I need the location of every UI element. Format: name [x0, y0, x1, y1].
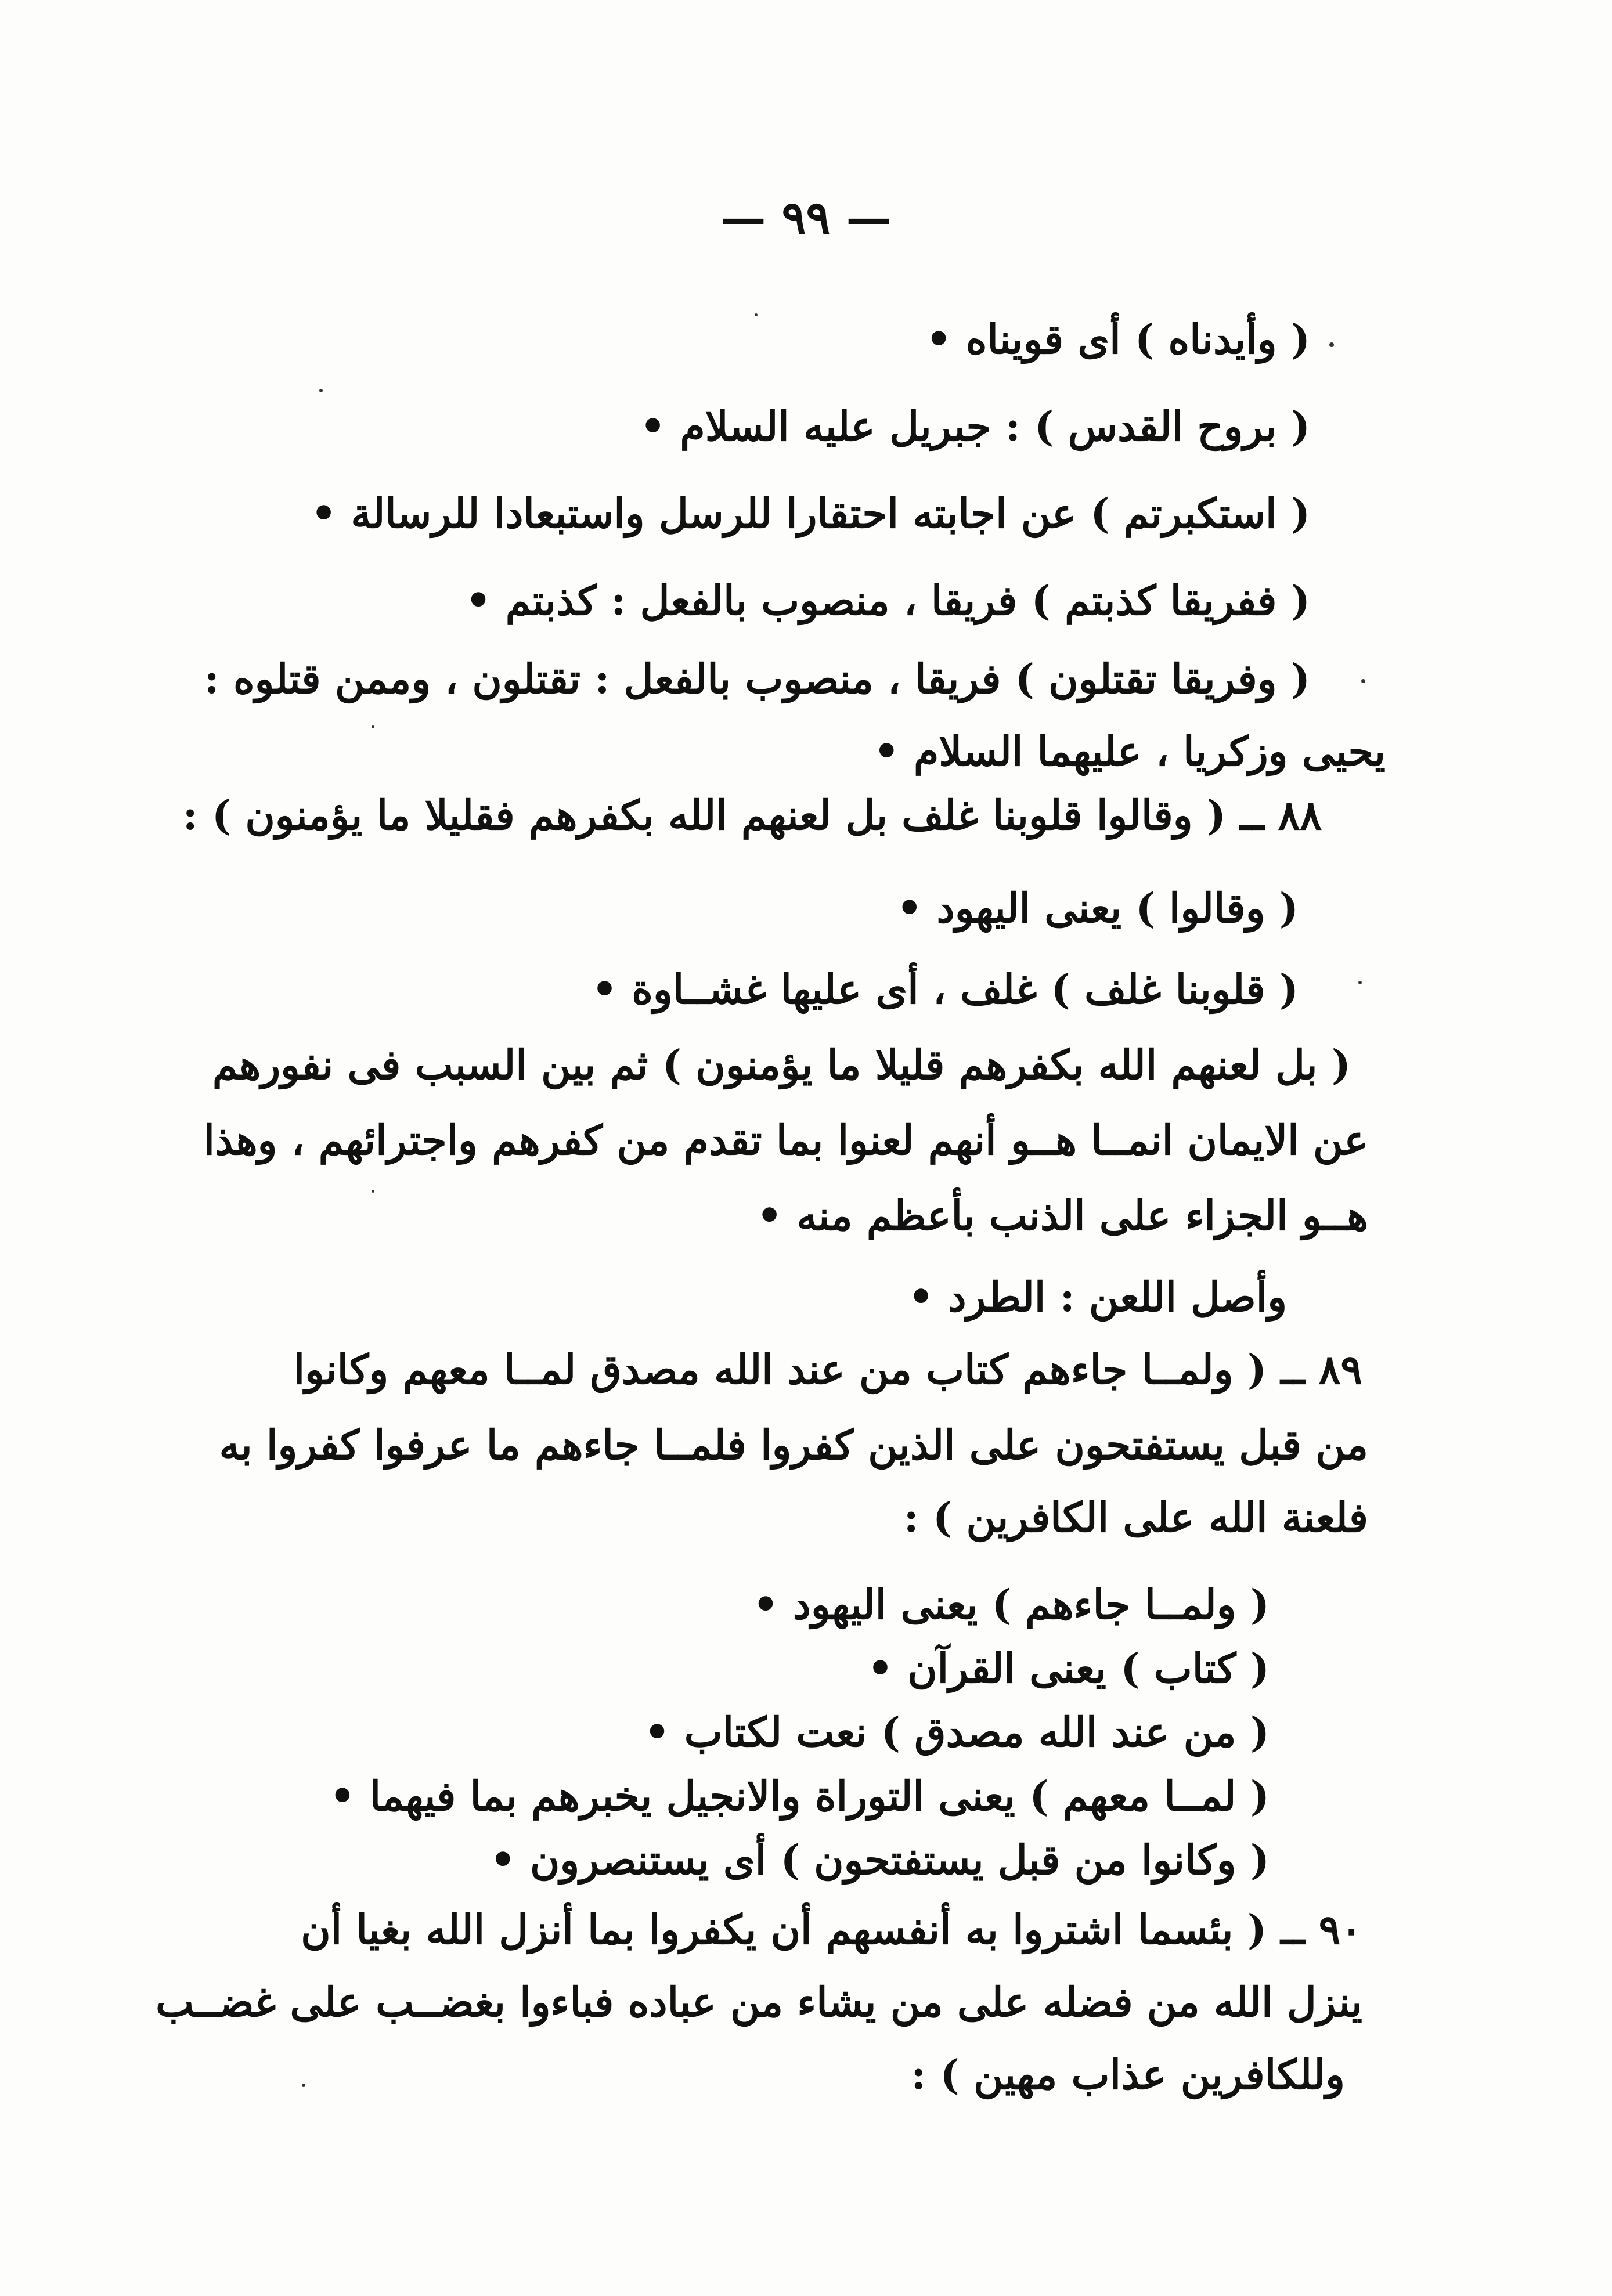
text-line justify: ( بل لعنهم الله بكفرهم قليلا ما يؤمنون ) ثم بين السبب فى نفورهم	[212, 1041, 1351, 1089]
text-line: يحيى وزكريا ، عليهما السلام •	[873, 727, 1386, 775]
text-line: ينزل الله من فضله على من يشاء من عباده فباءوا بغضــب على غضــب	[156, 1978, 1362, 2026]
scan-speck	[372, 725, 374, 728]
text-line: ( ولمــا جاءهم ) يعنى اليهود •	[752, 1580, 1270, 1629]
scan-speck	[755, 313, 758, 316]
text-line: وللكافرين عذاب مهين ) :	[911, 2050, 1345, 2099]
text-line: عن الايمان انمــا هــو أنهم لعنوا بما تقدم من كفرهم واجترائهم ، وهذا	[203, 1116, 1368, 1164]
text-line: ( لمــا معهم ) يعنى التوراة والانجيل يخبرهم بما فيهما •	[329, 1772, 1270, 1820]
scan-speck	[302, 2084, 305, 2087]
text-line: ( وفريقا تقتلون ) فريقا ، منصوب بالفعل : تقتلون ، وممن قتلوه :	[204, 655, 1310, 703]
text-line: ( بروح القدس ) : جبريل عليه السلام •	[640, 402, 1310, 450]
text-line: ( وكانوا من قبل يستفتحون ) أى يستنصرون •	[489, 1836, 1270, 1884]
text-line: ٩٠ ــ ( بئسما اشتروا به أنفسهم أن يكفروا بما أنزل الله بغيا أن	[301, 1905, 1362, 1954]
text-line: وأصل اللعن : الطرد •	[908, 1273, 1287, 1321]
scan-speck	[1361, 679, 1365, 683]
scan-speck	[372, 1190, 374, 1193]
text-line: هــو الجزاء على الذنب بأعظم منه •	[756, 1192, 1368, 1240]
scan-speck	[1358, 981, 1362, 984]
text-line: فلعنة الله على الكافرين ) :	[903, 1493, 1368, 1542]
text-line: ٨٩ ــ ( ولمــا جاءهم كتاب من عند الله مصدق لمــا معهم وكانوا	[293, 1345, 1362, 1394]
text-line: ( استكبرتم ) عن اجابته احتقارا للرسل واستبعادا للرسالة •	[311, 489, 1310, 537]
text-line: ( وأيدناه ) أى قويناه •	[925, 315, 1310, 363]
text-line: ( قلوبنا غلف ) غلف ، أى عليها غشــاوة •	[592, 965, 1299, 1013]
text-line: من قبل يستفتحون على الذين كفروا فلمــا جاءهم ما عرفوا كفروا به	[219, 1421, 1368, 1469]
text-line: ٨٨ ــ ( وقالوا قلوبنا غلف بل لعنهم الله بكفرهم فقليلا ما يؤمنون ) :	[182, 791, 1322, 839]
scan-speck	[1329, 342, 1334, 347]
text-line: ( كتاب ) يعنى القرآن •	[867, 1644, 1270, 1692]
text-line: ( ففريقا كذبتم ) فريقا ، منصوب بالفعل : كذبتم •	[465, 576, 1310, 624]
text-line: ( من عند الله مصدق ) نعت لكتاب •	[644, 1708, 1270, 1756]
text-line: ( وقالوا ) يعنى اليهود •	[896, 884, 1299, 932]
page-number: — ٩٩ —	[720, 192, 892, 244]
scan-speck	[319, 389, 323, 392]
